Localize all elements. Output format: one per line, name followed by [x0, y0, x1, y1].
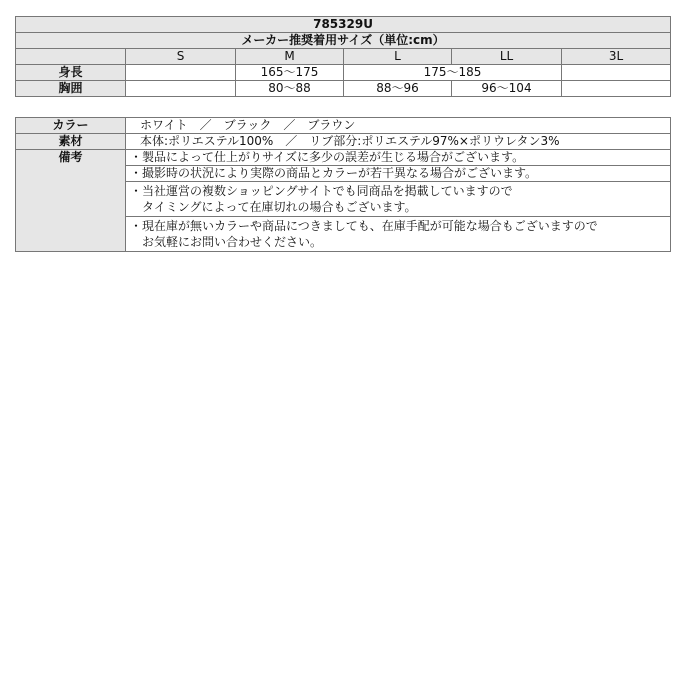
height-m: 165〜175: [236, 65, 344, 81]
note-2-line-1: ・撮影時の状況により実際の商品とカラーが若干異なる場合がございます。: [130, 166, 538, 180]
chest-row: [16, 81, 671, 97]
notes-label: 備考: [16, 150, 126, 252]
size-table: [15, 16, 671, 97]
note-4-line-2: お気軽にお問い合わせください。: [130, 235, 323, 249]
note-4-line-1: ・現在庫が無いカラーや商品につきましても、在庫手配が可能な場合もございますので: [130, 219, 598, 233]
note-2: [126, 166, 671, 182]
size-table-subtitle: メーカー推奨着用サイズ（単位:cm）: [16, 33, 671, 49]
material-row: [16, 134, 671, 150]
size-header-row: [16, 49, 671, 65]
chest-l: 88〜96: [344, 81, 452, 97]
size-header-s: S: [126, 49, 236, 65]
height-row: [16, 65, 671, 81]
color-value: ホワイト ／ ブラック ／ ブラウン: [126, 118, 671, 134]
chest-ll: 96〜104: [452, 81, 562, 97]
chest-3l: [562, 81, 671, 97]
height-3l: [562, 65, 671, 81]
chest-s: [126, 81, 236, 97]
size-header-m: M: [236, 49, 344, 65]
note-1: [126, 150, 671, 166]
product-code: 785329U: [16, 17, 671, 33]
info-table: [15, 117, 671, 252]
chest-label: 胸囲: [16, 81, 126, 97]
color-row: [16, 118, 671, 134]
note-3-line-1: ・当社運営の複数ショッピングサイトでも同商品を掲載していますので: [130, 184, 513, 198]
material-value: 本体:ポリエステル100% ／ リブ部分:ポリエステル97%×ポリウレタン3%: [126, 134, 671, 150]
height-s: [126, 65, 236, 81]
size-header-ll: LL: [452, 49, 562, 65]
note-3-line-2: タイミングによって在庫切れの場合もございます。: [130, 200, 417, 214]
note-3: [126, 182, 671, 217]
height-label: 身長: [16, 65, 126, 81]
note-row: [16, 150, 671, 166]
size-header-3l: 3L: [562, 49, 671, 65]
size-header-blank: [16, 49, 126, 65]
note-4: [126, 217, 671, 252]
note-1-line-1: ・製品によって仕上がりサイズに多少の誤差が生じる場合がございます。: [130, 150, 525, 164]
size-header-l: L: [344, 49, 452, 65]
color-label: カラー: [16, 118, 126, 134]
chest-m: 80〜88: [236, 81, 344, 97]
height-l-ll: 175〜185: [344, 65, 562, 81]
material-label: 素材: [16, 134, 126, 150]
